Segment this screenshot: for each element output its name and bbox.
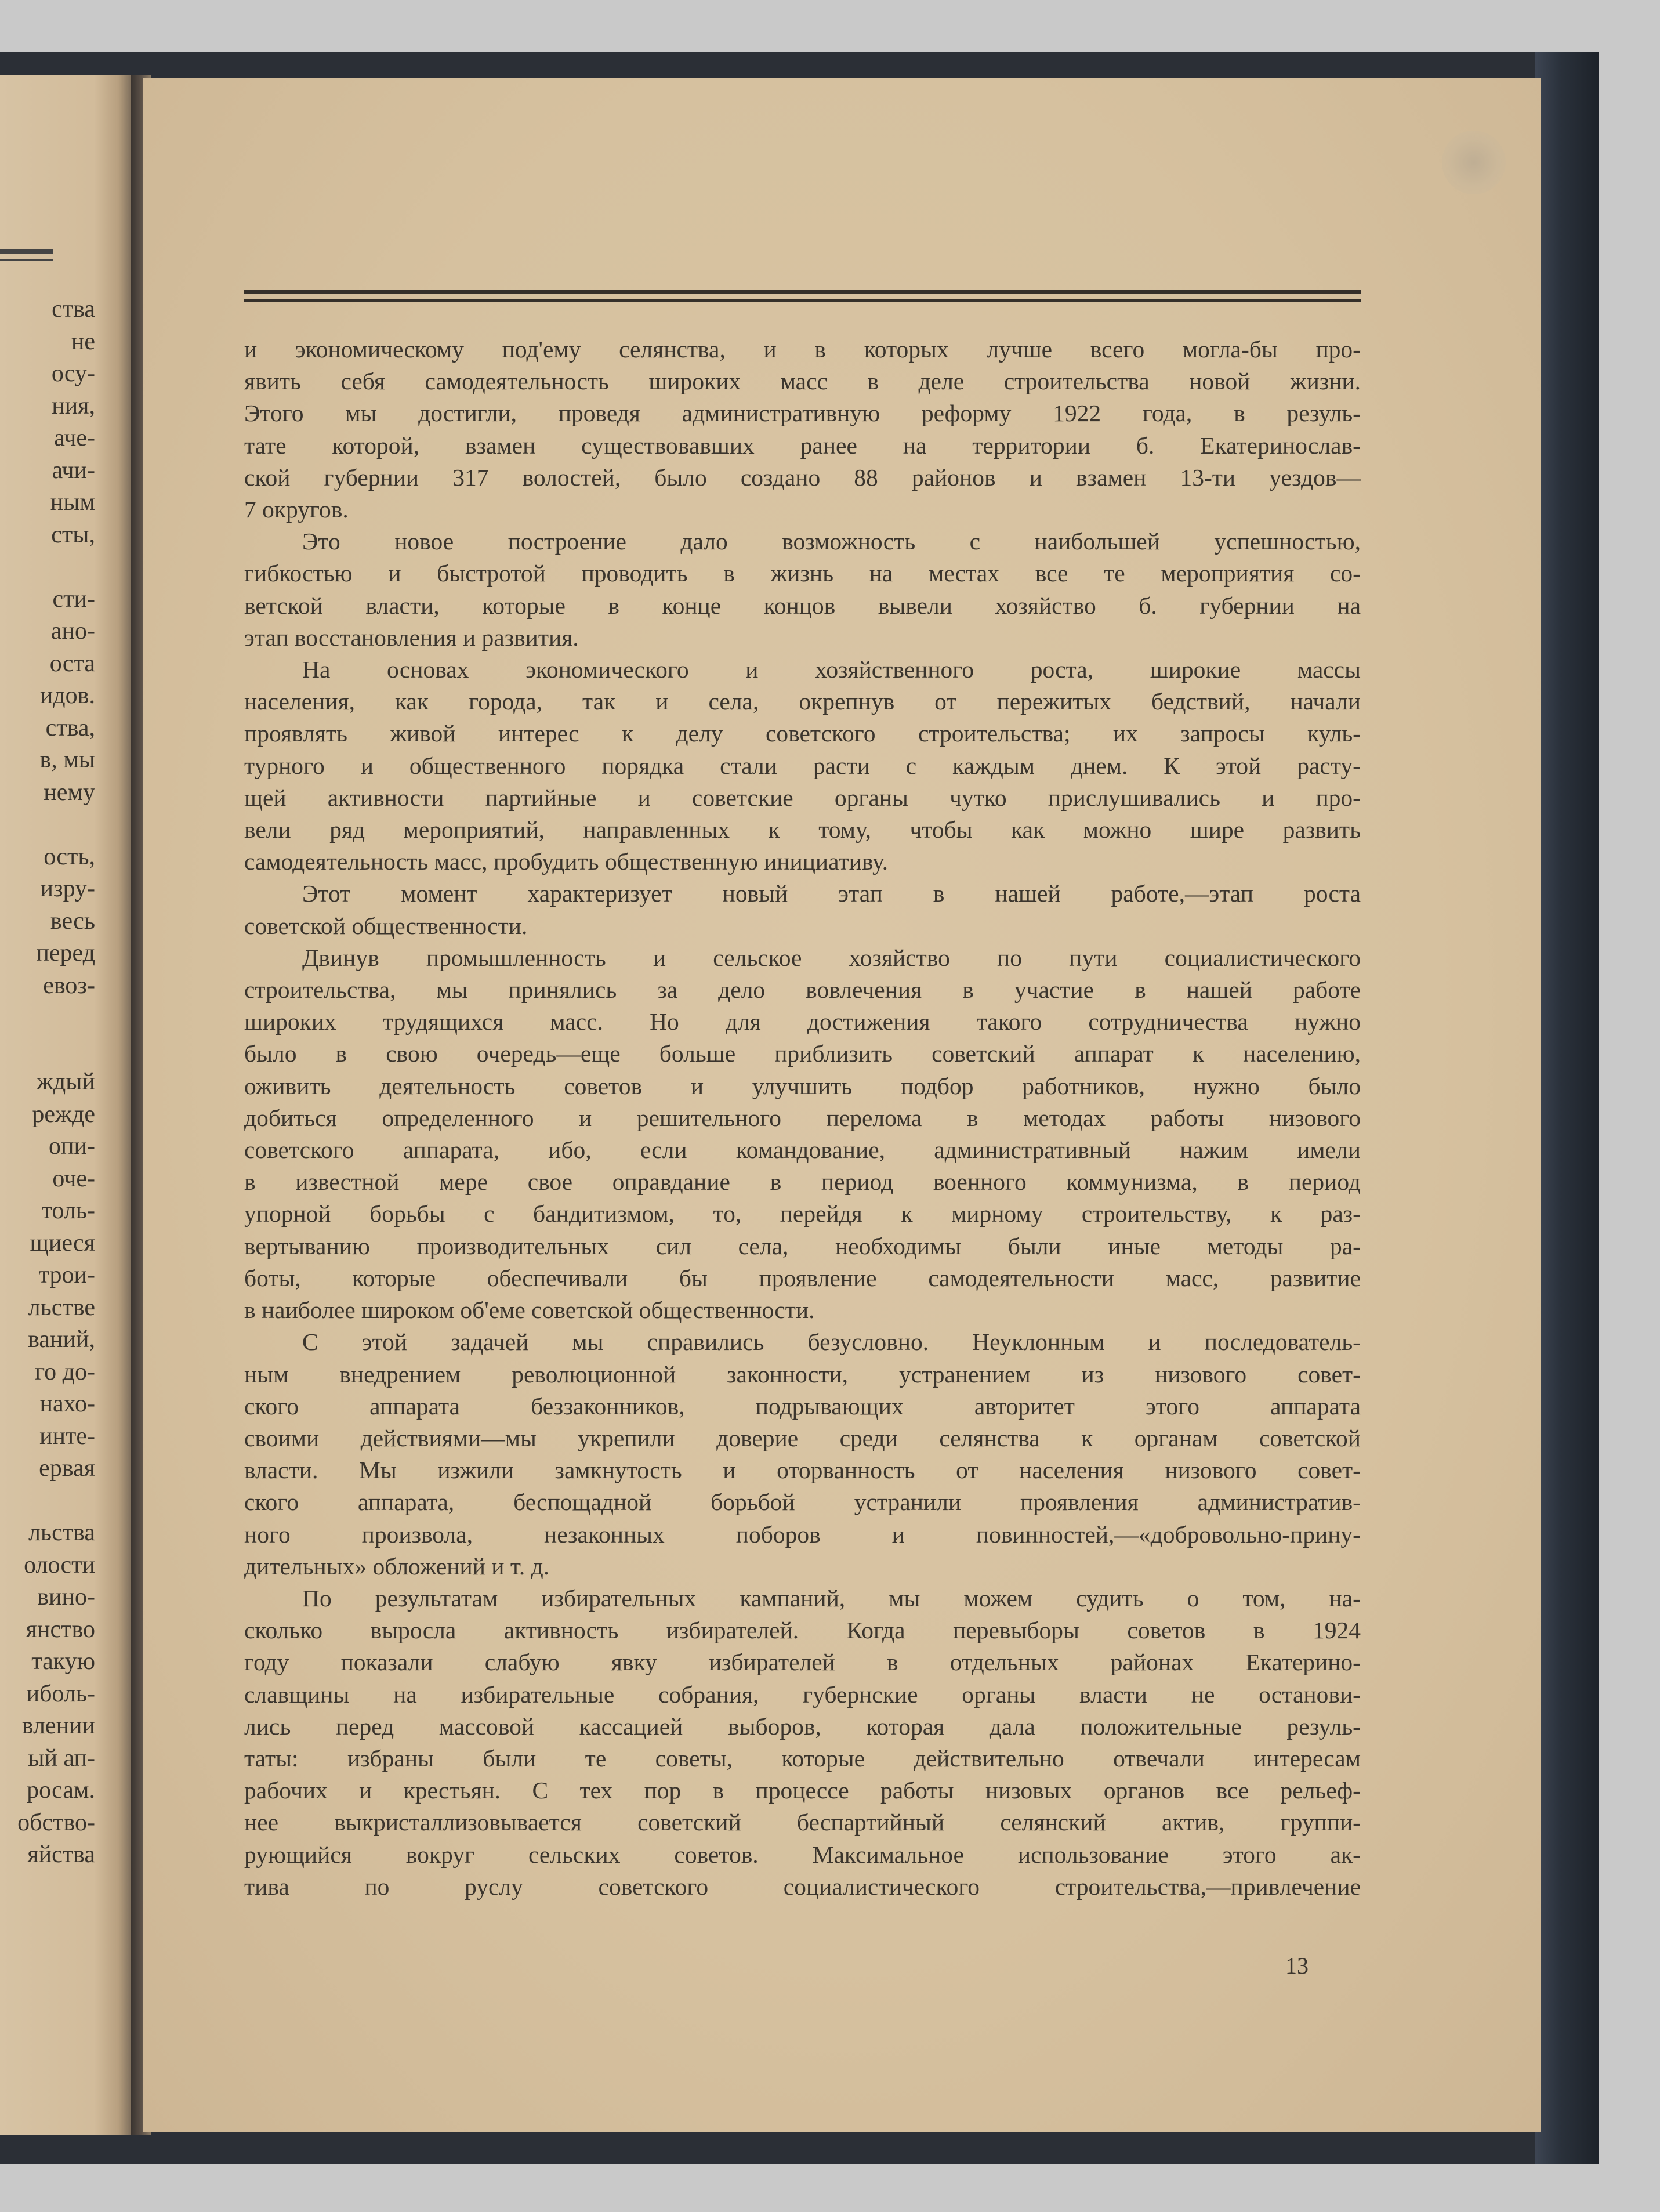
left-page-fragment: в, мы <box>39 747 95 773</box>
text-line: и экономическому под'ему селянства, и в которых лучше всего могла-бы про- <box>244 336 1361 363</box>
left-page-fragment: яйства <box>27 1841 95 1868</box>
text-line: нее выкристаллизовывается советский беспартийный селянский актив, группи- <box>244 1809 1361 1836</box>
text-line: ской губернии 317 волостей, было создано 88 районов и взамен 13-ти уездов— <box>244 464 1361 491</box>
book-cover-edge <box>1535 52 1599 2164</box>
left-page-fragment: льстве <box>28 1294 95 1321</box>
text-line: оживить деятельность советов и улучшить подбор работников, нужно было <box>244 1072 1361 1099</box>
text-line: было в свою очередь—еще больше приблизить советский аппарат к населению, <box>244 1040 1361 1067</box>
text-line: в известной мере свое оправдание в период военного коммунизма, в период <box>244 1168 1361 1196</box>
book-spread <box>0 52 1599 2164</box>
left-page-fragment: перед <box>36 940 95 966</box>
left-page-fragment: ваний, <box>28 1326 95 1353</box>
text-line: ветской власти, которые в конце концов вывели хозяйство б. губернии на <box>244 592 1361 619</box>
left-page-fragment: янство <box>26 1616 95 1643</box>
text-line: 7 округов. <box>244 496 349 523</box>
text-line: власти. Мы изжили замкнутость и оторванность от населения низового совет- <box>244 1457 1361 1484</box>
text-line: добиться определенного и решительного перелома в методах работы низового <box>244 1104 1361 1131</box>
left-page-fragment: такую <box>31 1648 95 1675</box>
left-page-fragment: опи- <box>49 1133 95 1160</box>
left-page-fragment: ства <box>52 296 95 323</box>
text-line: строительства, мы принялись за дело вовлечения в участие в нашей работе <box>244 976 1361 1004</box>
left-page-fragment: весь <box>50 907 95 935</box>
text-line: в наиболее широком об'еме советской общественности. <box>244 1297 815 1324</box>
text-line: щей активности партийные и советские органы чутко прислушивались и про- <box>244 784 1361 811</box>
text-line: тива по руслу советского социалистического строительства,—привлечение <box>244 1873 1361 1900</box>
left-page-fragment: иболь- <box>26 1680 95 1707</box>
left-page-fragment: ния, <box>52 392 95 419</box>
text-line: На основах экономического и хозяйственного роста, широкие массы <box>302 656 1361 683</box>
text-line: рабочих и крестьян. С тех пор в процессе работы низовых органов все рельеф- <box>244 1777 1361 1804</box>
left-page-fragment <box>17 551 95 584</box>
left-page-fragment <box>17 1002 95 1034</box>
text-line: турного и общественного порядка стали расти с каждым днем. К этой расту- <box>244 752 1361 779</box>
left-page-fragment: сти- <box>52 585 95 613</box>
left-page-fragment: не <box>71 328 95 355</box>
text-line: этап восстановления и развития. <box>244 624 579 651</box>
text-line: своими действиями—мы укрепили доверие среди селянства к органам советской <box>244 1424 1361 1451</box>
text-line: вертыванию производительных сил села, необходимы были иные методы ра- <box>244 1232 1361 1259</box>
text-line: советской общественности. <box>244 912 528 939</box>
text-line: боты, которые обеспечивали бы проявление самодеятельности масс, развитие <box>244 1264 1361 1291</box>
text-line: ского аппарата, беспощадной борьбой устранили проявления административ- <box>244 1489 1361 1516</box>
text-line: С этой задачей мы справились безусловно. Неуклонным и последователь- <box>302 1328 1361 1356</box>
text-line: проявлять живой интерес к делу советского строительства; их запросы куль- <box>244 720 1361 747</box>
left-page-header-rule <box>0 249 53 261</box>
left-page-fragment: аче- <box>54 425 95 451</box>
page-number: 13 <box>1285 1953 1309 1979</box>
text-line: дительных» обложений и т. д. <box>244 1552 550 1580</box>
left-page-fragment: нему <box>44 779 95 806</box>
text-line: ного произвола, незаконных поборов и повинностей,—«добровольно-прину- <box>244 1520 1361 1548</box>
right-page <box>143 78 1541 2132</box>
text-line: широких трудящихся масс. Но для достижения такого сотрудничества нужно <box>244 1008 1361 1036</box>
left-page-fragment: оста <box>49 650 95 677</box>
left-page-fragment <box>17 809 95 841</box>
text-line: ского аппарата беззаконников, подрывающих авторитет этого аппарата <box>244 1392 1361 1420</box>
left-page-fragment: росам. <box>27 1777 95 1804</box>
text-line: самодеятельность масс, пробудить общественную инициативу. <box>244 848 888 875</box>
text-line: году показали слабую явку избирателей в отдельных районах Екатерино- <box>244 1649 1361 1676</box>
left-page-fragment: сты, <box>51 521 95 548</box>
left-page-fragment: режде <box>32 1100 95 1128</box>
left-page-fragment: ервая <box>39 1455 95 1482</box>
left-page-fragment: евоз- <box>43 972 95 999</box>
body-text <box>244 334 1361 1903</box>
left-page-fragment: изру- <box>40 875 95 902</box>
left-page-fragment: оче- <box>52 1165 95 1192</box>
text-line: явить себя самодеятельность широких масс в деле строительства новой жизни. <box>244 368 1361 395</box>
text-line: таты: избраны были те советы, которые действительно отвечали интересам <box>244 1744 1361 1772</box>
left-page-fragment: ость, <box>44 843 95 870</box>
text-line: Двинув промышленность и сельское хозяйство по пути социалистического <box>302 944 1361 971</box>
paper-stain <box>1442 131 1506 194</box>
left-page-fragment: ачи- <box>52 457 95 484</box>
left-page-fragment: инте- <box>39 1422 95 1450</box>
left-page-fragment: осу- <box>51 360 95 387</box>
left-page-fragment: щиеся <box>30 1229 95 1257</box>
text-line: тате которой, взамен существовавших ранее на территории б. Екатеринослав- <box>244 432 1361 459</box>
left-page-fragment: обство- <box>17 1809 95 1836</box>
left-page-fragment: льства <box>28 1519 95 1546</box>
text-line: сколько выросла активность избирателей. Когда перевыборы советов в 1924 <box>244 1617 1361 1644</box>
left-page-fragment: олости <box>24 1551 95 1579</box>
left-page-fragment: го до- <box>34 1358 95 1385</box>
text-line: Это новое построение дало возможность с наибольшей успешностью, <box>302 528 1361 555</box>
left-page-fragment: ый ап- <box>28 1744 95 1772</box>
text-line: Этот момент характеризует новый этап в нашей работе,—этап роста <box>302 880 1361 907</box>
left-page-fragment: ства, <box>45 714 95 741</box>
left-page-fragment: влении <box>21 1713 95 1739</box>
text-line: славщины на избирательные собрания, губернские органы власти не останови- <box>244 1681 1361 1708</box>
left-page-fragment: трои- <box>38 1262 95 1288</box>
text-line: рующийся вокруг сельских советов. Максимальное использование этого ак- <box>244 1841 1361 1868</box>
left-page-fragment: ано- <box>50 618 95 645</box>
left-page <box>0 75 135 2135</box>
text-line: упорной борьбы с бандитизмом, то, перейдя к мирному строительству, к раз- <box>244 1200 1361 1228</box>
text-line: населения, как города, так и села, окрепнув от пережитых бедствий, начали <box>244 688 1361 715</box>
left-page-fragment: вино- <box>37 1584 95 1610</box>
text-line: По результатам избирательных кампаний, мы можем судить о том, на- <box>302 1584 1361 1612</box>
left-page-fragment: ждый <box>36 1069 95 1095</box>
left-page-fragment: идов. <box>39 682 95 709</box>
text-line: Этого мы достигли, проведя административную реформу 1922 года, в резуль- <box>244 400 1361 427</box>
left-page-fragment: толь- <box>41 1197 95 1224</box>
left-page-fragment: нахо- <box>39 1391 95 1417</box>
left-page-fragment <box>17 1034 95 1067</box>
text-line: вели ряд мероприятий, направленных к тому, чтобы как можно шире развить <box>244 816 1361 843</box>
header-rule-bottom <box>244 299 1361 302</box>
text-line: ным внедрением революционной законности, устранением из низового совет- <box>244 1360 1361 1388</box>
text-line: лись перед массовой кассацией выборов, которая дала положительные резуль- <box>244 1713 1361 1740</box>
left-page-fragment: ным <box>50 489 95 516</box>
left-page-text-fragments <box>17 294 95 1871</box>
left-page-fragment <box>17 1485 95 1518</box>
text-line: гибкостью и быстротой проводить в жизнь на местах все те мероприятия со- <box>244 560 1361 587</box>
text-line: советского аппарата, ибо, если командование, административный нажим имели <box>244 1136 1361 1164</box>
header-rule-top <box>244 290 1361 294</box>
